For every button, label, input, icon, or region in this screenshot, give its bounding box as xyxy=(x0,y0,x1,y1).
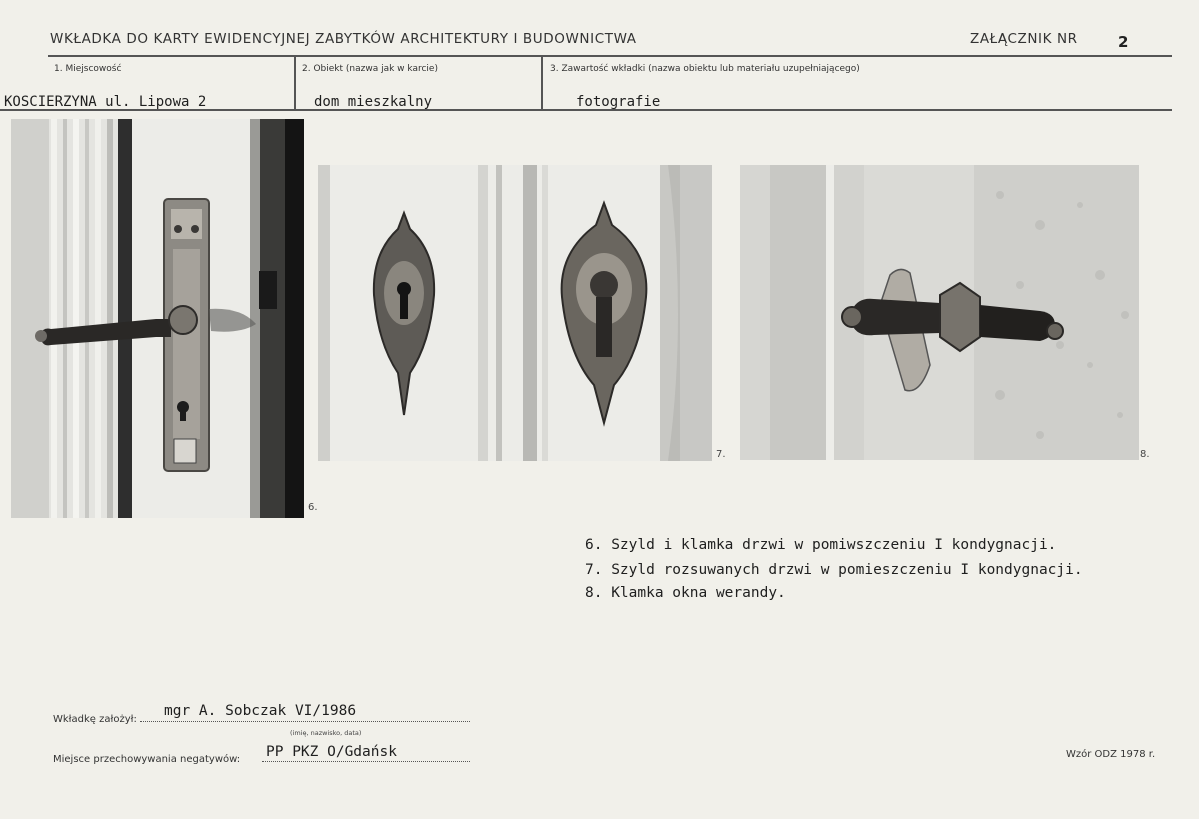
field-label-locality: 1. Miejscowość xyxy=(54,64,122,74)
annex-number: 2 xyxy=(1118,33,1129,51)
field-label-object: 2. Obiekt (nazwa jak w karcie) xyxy=(302,64,438,74)
field-divider xyxy=(294,56,296,110)
storage-label: Miejsce przechowywania negatywów: xyxy=(53,754,241,765)
field-label-contents: 3. Zawartość wkładki (nazwa obiektu lub materiału uzupełniającego) xyxy=(550,64,860,74)
card-title: WKŁADKA DO KARTY EWIDENCYJNEJ ZABYTKÓW ARCHITEKTURY I BUDOWNICTWA xyxy=(50,31,637,47)
created-by-line xyxy=(140,721,470,722)
caption-7: 7. Szyld rozsuwanych drzwi w pomieszczeniu I kondygnacji. xyxy=(585,562,1083,578)
form-version: Wzór ODZ 1978 r. xyxy=(1066,749,1156,760)
photo-door-handle xyxy=(11,119,304,518)
created-by-hint: (imię, nazwisko, data) xyxy=(290,729,362,737)
annex-label: ZAŁĄCZNIK NR xyxy=(970,31,1078,47)
photo-number-8: 8. xyxy=(1140,449,1150,460)
caption-8: 8. Klamka okna werandy. xyxy=(585,585,786,601)
created-by-value: mgr A. Sobczak VI/1986 xyxy=(164,703,357,719)
storage-value: PP PKZ O/Gdańsk xyxy=(266,744,397,760)
field-value-locality: KOSCIERZYNA ul. Lipowa 2 xyxy=(4,94,207,110)
caption-6: 6. Szyld i klamka drzwi w pomiwszczeniu I kondygnacji. xyxy=(585,537,1057,553)
header-rule xyxy=(48,55,1172,57)
storage-line xyxy=(262,761,470,762)
photo-sliding-door-escutcheons xyxy=(318,165,712,461)
photo-window-handle xyxy=(740,165,1139,460)
field-value-contents: fotografie xyxy=(576,94,661,110)
field-value-object: dom mieszkalny xyxy=(314,94,433,110)
photo-number-6: 6. xyxy=(308,502,318,513)
created-by-label: Wkładkę założył: xyxy=(53,714,137,725)
photo-number-7: 7. xyxy=(716,449,726,460)
field-divider xyxy=(541,56,543,110)
